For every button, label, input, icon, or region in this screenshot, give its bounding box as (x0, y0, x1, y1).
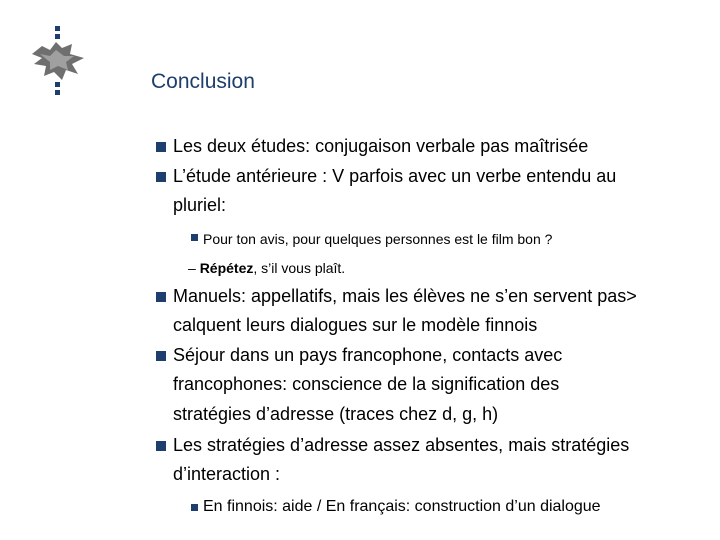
bullet-text-continued: stratégies d’adresse (traces chez d, g, h) (173, 404, 499, 424)
emphasized-word: Répétez (199, 260, 254, 276)
bullet-text: Les deux études: conjugaison verbale pas maîtrisée (173, 136, 589, 156)
page-title: Conclusion (151, 70, 255, 93)
bullet-icon (156, 142, 166, 152)
university-emblem-icon (22, 24, 92, 100)
bullet-text: L’étude antérieure : V parfois avec un verbe entendu au (173, 166, 617, 186)
bullet-icon (156, 172, 166, 182)
bullet-text: Manuels: appellatifs, mais les élèves ne s’en servent pas> (173, 286, 637, 306)
correction-rest: , s’il vous plaît. (253, 260, 346, 276)
sub-bullet-icon (191, 504, 198, 511)
example-sentence: Pour ton avis, pour quelques personnes est le film bon ? (203, 231, 553, 247)
bullet-text-continued: d’interaction : (173, 464, 281, 484)
example-correction (188, 260, 345, 276)
bullet-text-continued: francophones: conscience de la signification des (173, 374, 560, 394)
bullet-icon (156, 292, 166, 302)
bullet-text: Séjour dans un pays francophone, contacts avec (173, 345, 563, 365)
bullet-text: Les stratégies d’adresse assez absentes, mais stratégies (173, 435, 630, 455)
sub-bullet-text: En finnois: aide / En français: construction d’un dialogue (203, 498, 601, 515)
sub-bullet-icon (191, 234, 198, 241)
bullet-text-continued: calquent leurs dialogues sur le modèle finnois (173, 315, 538, 335)
bullet-icon (156, 441, 166, 451)
bullet-text-continued: pluriel: (173, 195, 227, 215)
bullet-icon (156, 351, 166, 361)
dash-marker: – (188, 260, 196, 276)
